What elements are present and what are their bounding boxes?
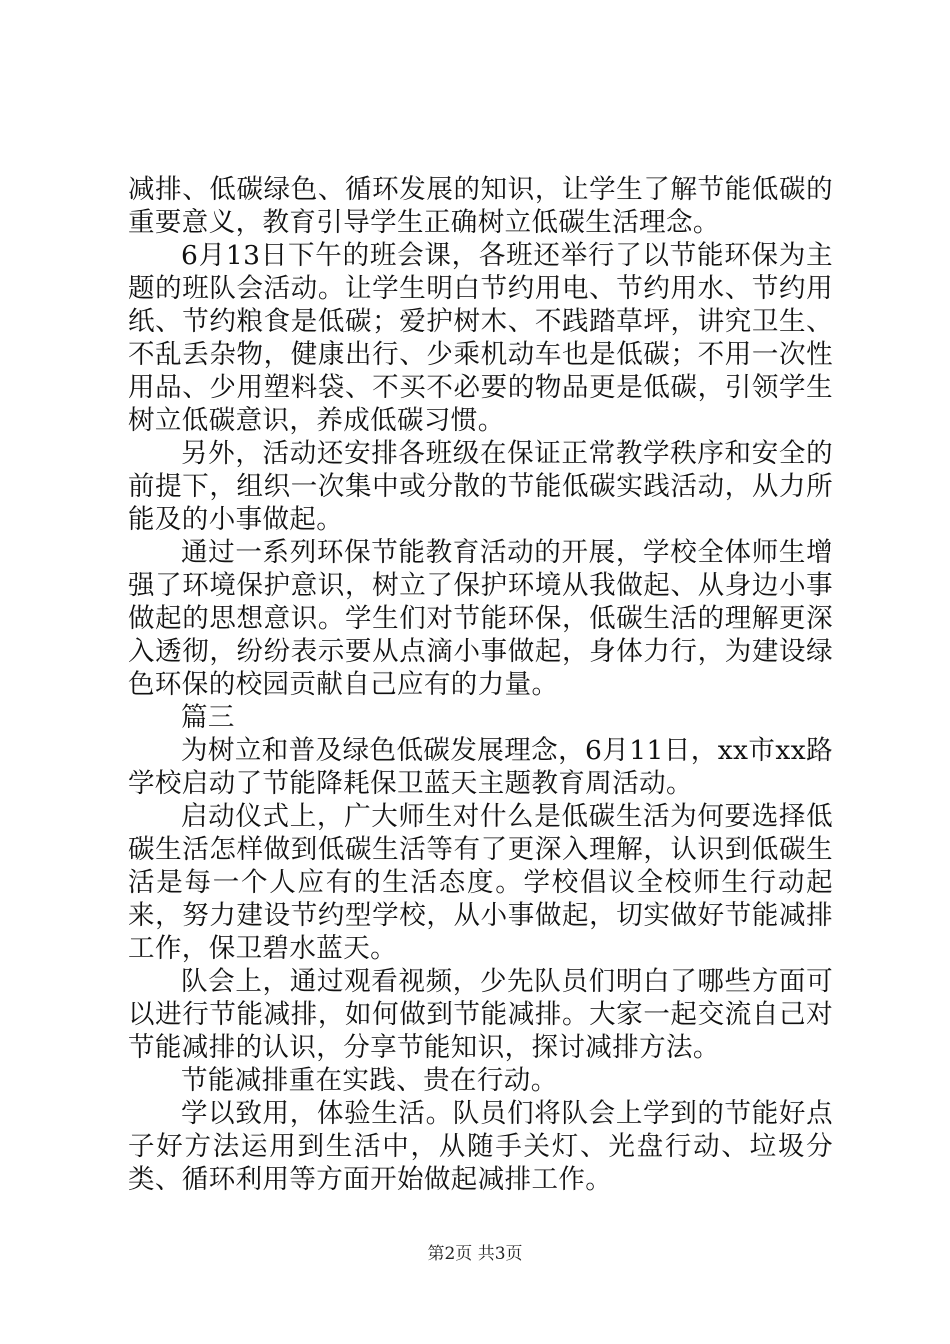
paragraph-6: 启动仪式上，广大师生对什么是低碳生活为何要选择低碳生活怎样做到低碳生活等有了更深入理解，认识到低碳生活是每一个人应有的生活态度。学校倡议全校师生行动起来，努力建设节约型学校，从小事做起，切实做好节能减排工作，保卫碧水蓝天。 xyxy=(128,801,833,964)
paragraph-1: 减排、低碳绿色、循环发展的知识，让学生了解节能低碳的重要意义，教育引导学生正确树立低碳生活理念。 xyxy=(128,174,833,238)
paragraph-7: 队会上，通过观看视频，少先队员们明白了哪些方面可以进行节能减排，如何做到节能减排。大家一起交流自己对节能减排的认识，分享节能知识，探讨减排方法。 xyxy=(128,966,833,1063)
paragraph-9: 学以致用，体验生活。队员们将队会上学到的节能好点子好方法运用到生活中，从随手关灯、光盘行动、垃圾分类、循环利用等方面开始做起减排工作。 xyxy=(128,1098,833,1195)
section-heading: 篇三 xyxy=(181,702,235,733)
paragraph-3: 另外，活动还安排各班级在保证正常教学秩序和安全的前提下，组织一次集中或分散的节能低碳实践活动，从力所能及的小事做起。 xyxy=(128,438,833,535)
paragraph-2: 6月13日下午的班会课，各班还举行了以节能环保为主题的班队会活动。让学生明白节约用电、节约用水、节约用纸、节约粮食是低碳；爱护树木、不践踏草坪，讲究卫生、不乱丢杂物，健康出行、少乘机动车也是低碳；不用一次性用品、少用塑料袋、不买不必要的物品更是低碳，引领学生树立低碳意识，养成低碳习惯。 xyxy=(128,240,833,436)
document-body xyxy=(128,173,833,1196)
paragraph-8: 节能减排重在实践、贵在行动。 xyxy=(181,1065,558,1096)
paragraph-4: 通过一系列环保节能教育活动的开展，学校全体师生增强了环境保护意识，树立了保护环境从我做起、从身边小事做起的思想意识。学生们对节能环保，低碳生活的理解更深入透彻，纷纷表示要从点滴小事做起，身体力行，为建设绿色环保的校园贡献自己应有的力量。 xyxy=(128,537,833,700)
page-footer: 第2页 共3页 xyxy=(427,1244,523,1264)
paragraph-5: 为树立和普及绿色低碳发展理念，6月11日，xx市xx路学校启动了节能降耗保卫蓝天主题教育周活动。 xyxy=(128,735,833,799)
